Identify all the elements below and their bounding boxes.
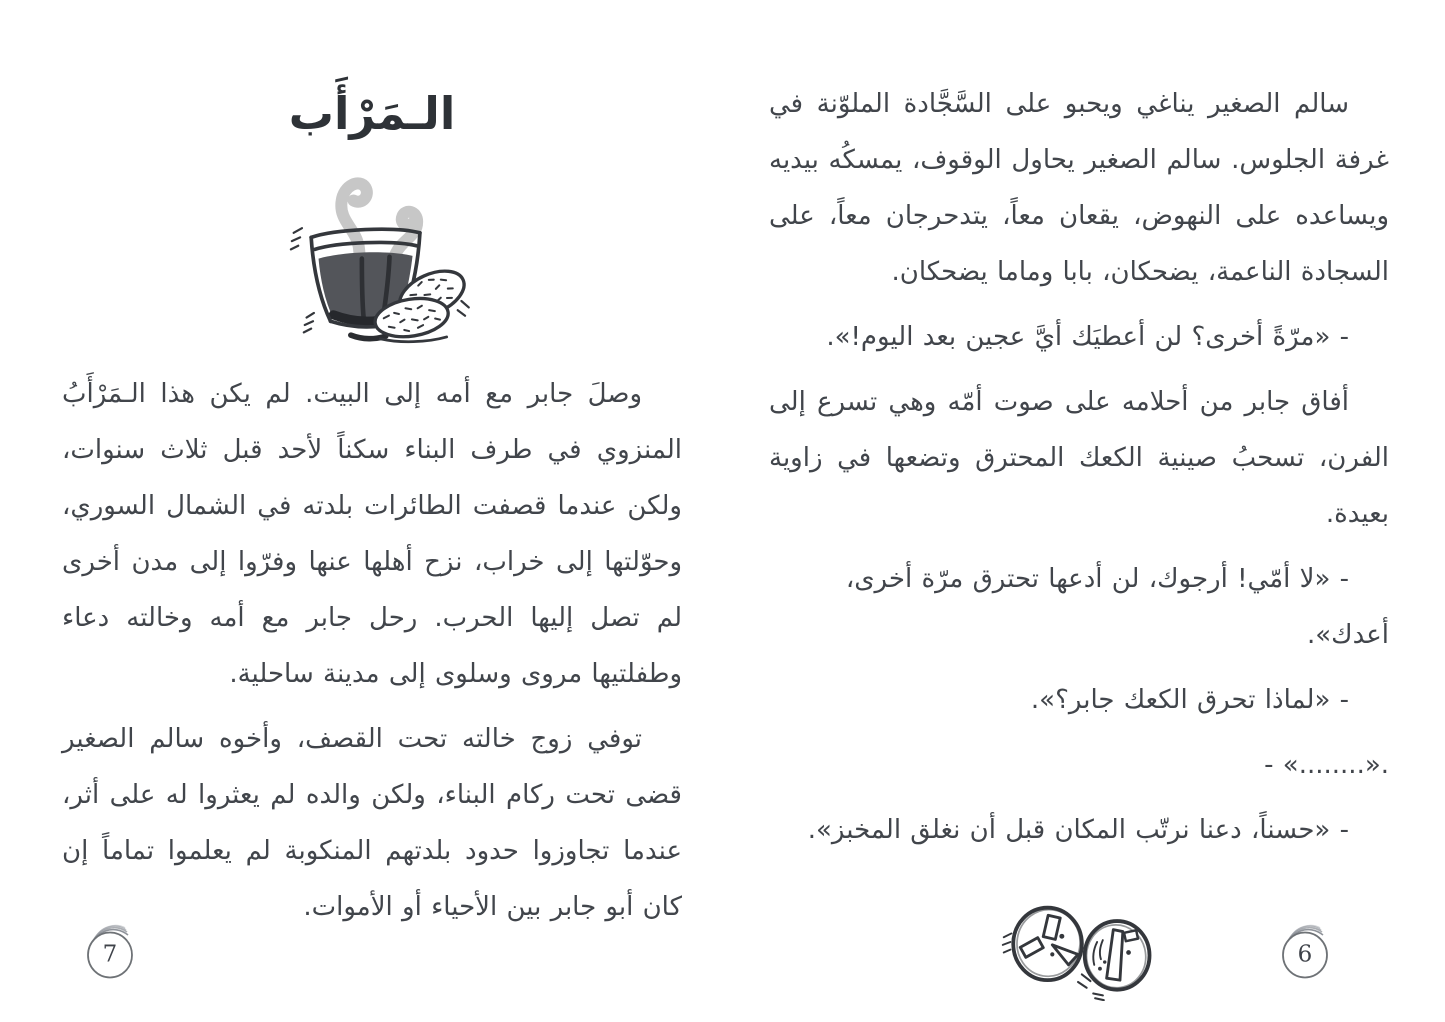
story-paragraph: توفي زوج خالته تحت القصف، وأخوه سالم الصغير قضى تحت ركام البناء، ولكن والده لم يعثروا له على أثر، عندما تجاوزوا حدود بلدتهم المنكوبة لم يعلموا تماماً إن كان أبو جابر بين الأحياء أو الأموات. xyxy=(62,723,682,922)
dialogue-line: - «مرّةً أخرى؟ لن أعطيَك أيَّ عجين بعد اليوم!». xyxy=(826,322,1349,352)
page-number-left xyxy=(84,922,136,980)
page-right xyxy=(769,76,1389,1001)
cookie-motion-marks xyxy=(458,301,469,316)
story-paragraph: سالم الصغير يناغي ويحبو على السَّجَّادة الملوّنة في غرفة الجلوس. سالم الصغير يحاول الوقوف، يمسكُه بيديه ويساعده على النهوض، يقعان معاً، يتدحرجان معاً، على السجادة الناعمة، يضحكان، بابا وماما يضحكان. xyxy=(769,89,1389,287)
page-number-right xyxy=(1279,922,1331,980)
story-paragraph: أفاق جابر من أحلامه على صوت أمّه وهي تسرع إلى الفرن، تسحبُ صينية الكعك المحترق وتضعها في زاوية بعيدة. xyxy=(769,387,1389,529)
tea-glass-cookies-drawing xyxy=(266,148,478,343)
coin-doodle-left xyxy=(1003,905,1091,988)
dialogue-line: - «لماذا تحرق الكعك جابر؟». xyxy=(1030,685,1349,715)
coins-drawing xyxy=(998,902,1160,1001)
page-number-value: 6 xyxy=(1297,941,1313,968)
dialogue-line: - «........». xyxy=(1264,750,1389,780)
dialogue-line: - «لا أمّي! أرجوك، لن أدعها تحترق مرّة أخرى، أعدك». xyxy=(845,564,1389,650)
tea-glass-illustration xyxy=(266,148,478,343)
cookies-shadow xyxy=(380,337,446,342)
story-paragraph: وصلَ جابر مع أمه إلى البيت. لم يكن هذا الـمَرْأَبُ المنزوي في طرف البناء سكناً لأحد قبل ثلاث سنوات، ولكن عندما قصفت الطائرات بلدته في الشمال السوري، وحوّلتها إلى خراب، نزح أهلها عنها وفرّوا إلى مدن أخرى لم تصل إليها الحرب. رحل جابر مع أمه وخالته دعاء وطفلتيها مروى وسلوى إلى مدينة ساحلية. xyxy=(62,378,682,689)
page-number-value: 7 xyxy=(102,941,118,968)
right-page-story-text xyxy=(769,76,1389,858)
left-page-story-text xyxy=(62,366,682,935)
dialogue-line: - «حسناً، دعنا نرتّب المكان قبل أن نغلق المخبز». xyxy=(807,815,1349,845)
rolling-coins-doodle xyxy=(998,902,1160,1001)
coin-doodle-right xyxy=(1083,921,1150,1000)
page-left xyxy=(62,86,682,944)
chapter-title: الـمَرْأَب xyxy=(288,87,456,140)
